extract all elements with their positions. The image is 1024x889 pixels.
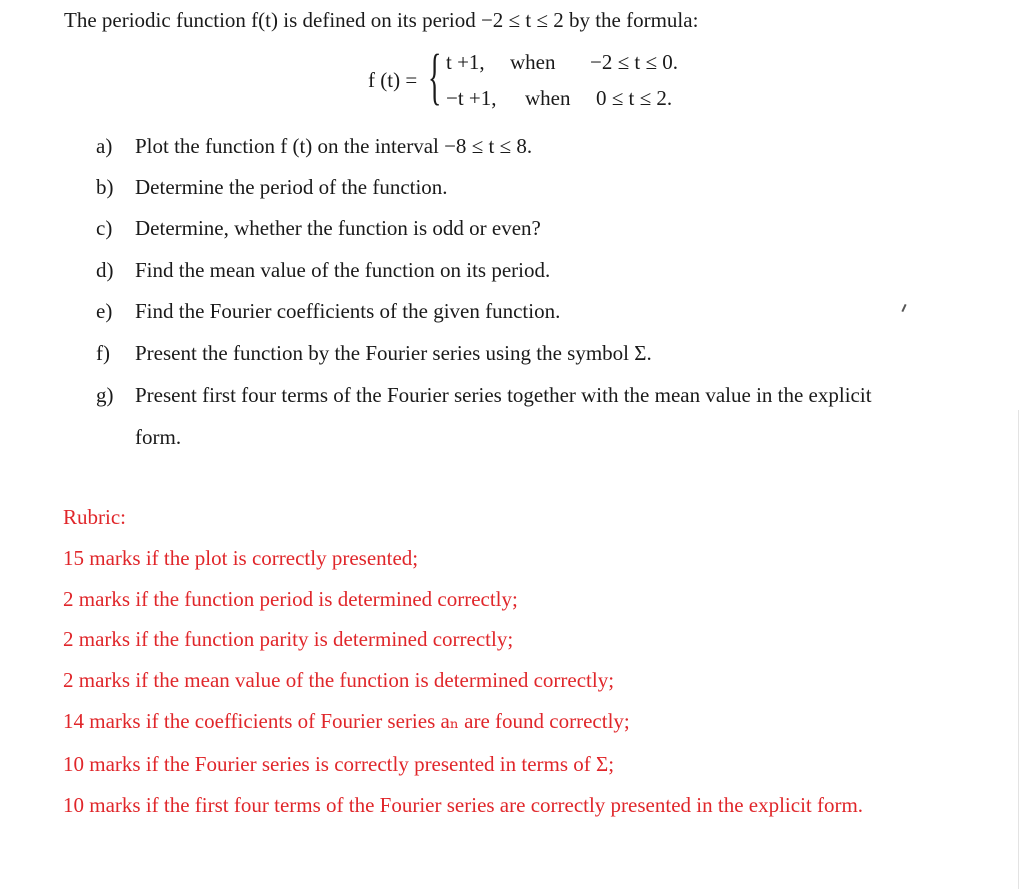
question-g-continuation: form. bbox=[135, 425, 182, 449]
question-letter: g) bbox=[96, 383, 114, 407]
case-expression: t +1, bbox=[446, 50, 485, 74]
case-condition: 0 ≤ t ≤ 2. bbox=[596, 86, 673, 110]
question-letter: c) bbox=[96, 216, 113, 240]
stray-pen-mark bbox=[901, 304, 906, 312]
question-text: Plot the function f (t) on the interval −8 ≤ t ≤ 8. bbox=[135, 134, 533, 158]
rubric-line: 14 marks if the coefficients of Fourier series aₙ are found correctly; bbox=[63, 709, 630, 733]
case-expression: −t +1, bbox=[446, 86, 497, 110]
question-letter: b) bbox=[96, 175, 114, 199]
question-text: Determine, whether the function is odd or even? bbox=[135, 216, 541, 240]
question-text: Present first four terms of the Fourier series together with the mean value in the explicit bbox=[135, 383, 872, 407]
question-text: Find the Fourier coefficients of the given function. bbox=[135, 299, 561, 323]
problem-intro: The periodic function f(t) is defined on its period −2 ≤ t ≤ 2 by the formula: bbox=[64, 8, 699, 32]
rubric-line: 2 marks if the mean value of the function is determined correctly; bbox=[63, 668, 615, 692]
rubric-line: 10 marks if the Fourier series is correctly presented in terms of Σ; bbox=[63, 752, 615, 776]
rubric-line: 2 marks if the function period is determined correctly; bbox=[63, 587, 518, 611]
formula-lhs: f (t) = bbox=[368, 68, 418, 92]
case-condition: −2 ≤ t ≤ 0. bbox=[590, 50, 678, 74]
case-when: when bbox=[525, 86, 571, 110]
rubric-line: 10 marks if the first four terms of the Fourier series are correctly presented in the explicit form. bbox=[63, 793, 864, 817]
rubric-title: Rubric: bbox=[63, 505, 126, 529]
rubric-line: 2 marks if the function parity is determined correctly; bbox=[63, 627, 514, 651]
question-letter: e) bbox=[96, 299, 113, 323]
question-text: Find the mean value of the function on its period. bbox=[135, 258, 551, 282]
question-letter: a) bbox=[96, 134, 113, 158]
rubric-line: 15 marks if the plot is correctly presented; bbox=[63, 546, 419, 570]
formula-brace: { bbox=[428, 43, 442, 111]
question-text: Determine the period of the function. bbox=[135, 175, 448, 199]
question-letter: f) bbox=[96, 341, 110, 365]
question-text: Present the function by the Fourier series using the symbol Σ. bbox=[135, 341, 652, 365]
question-letter: d) bbox=[96, 258, 114, 282]
case-when: when bbox=[510, 50, 556, 74]
page-edge-line bbox=[1018, 410, 1019, 889]
